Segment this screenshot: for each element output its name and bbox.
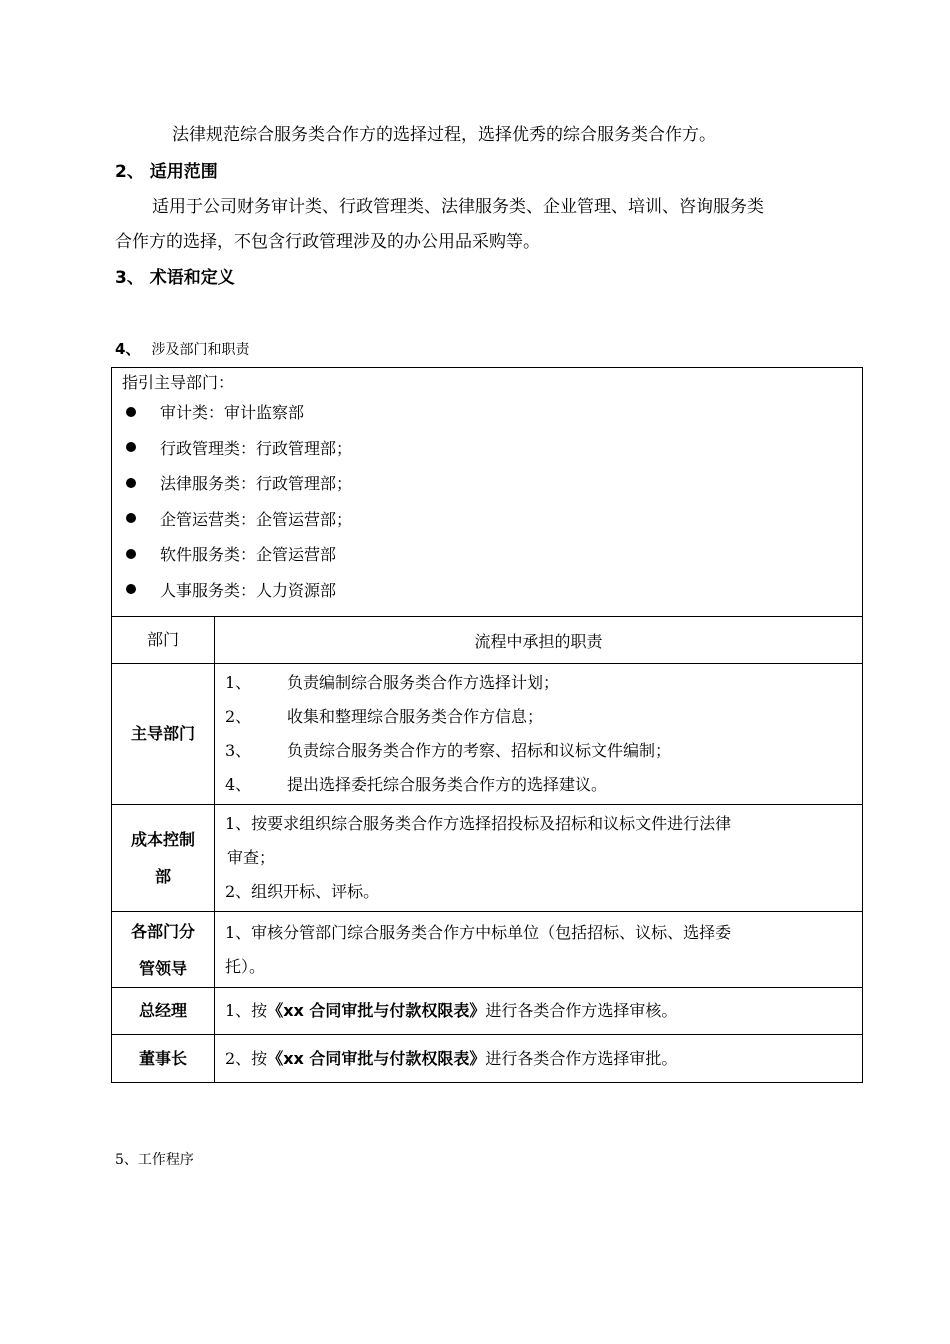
duty-num: 1、	[225, 673, 252, 692]
duty-leaders-line2: 托）。	[225, 956, 266, 976]
dept-cost-line2: 部	[154, 867, 171, 886]
bullet-icon	[126, 442, 136, 452]
dept-leaders-line2: 管领导	[138, 958, 187, 978]
table-row	[112, 664, 863, 805]
col-header-dept: 部门	[112, 617, 215, 664]
guide-item	[122, 572, 852, 608]
duty-cost-line3: 2、组织开标、评标。	[225, 882, 380, 901]
duty-chairman-doc: 《xx 合同审批与付款权限表》	[267, 1048, 486, 1068]
bullet-icon	[126, 513, 136, 523]
table-row	[112, 912, 863, 988]
duty-gm-suffix: 进行各类合作方选择审核。	[485, 1001, 678, 1020]
duty-text: 收集和整理综合服务类合作方信息；	[287, 707, 544, 726]
duty-text: 负责编制综合服务类合作方选择计划；	[287, 673, 560, 692]
duty-leaders-line1: 1、审核分管部门综合服务类合作方中标单位（包括招标、议标、选择委	[225, 922, 732, 942]
duty-chairman	[215, 1035, 863, 1083]
intro-text: 法律规范综合服务类合作方的选择过程，选择优秀的综合服务类合作方。	[172, 125, 716, 145]
guide-item-text: 行政管理类：行政管理部；	[160, 438, 353, 458]
col-header-duty: 流程中承担的职责	[215, 617, 863, 664]
section5-heading: 5、工作程序	[115, 1152, 194, 1168]
duty-leaders	[215, 912, 863, 988]
bullet-icon	[126, 478, 136, 488]
dept-gm: 总经理	[112, 988, 215, 1035]
duty-line	[225, 700, 852, 734]
section3-heading: 3、 术语和定义	[115, 268, 235, 288]
duty-line	[225, 734, 852, 768]
duty-num: 2、	[225, 707, 252, 726]
responsibility-table	[111, 367, 863, 1083]
bullet-icon	[126, 584, 136, 594]
table-header-row	[112, 617, 863, 664]
guide-item	[122, 430, 852, 466]
duty-num: 4、	[225, 775, 252, 794]
duty-chairman-prefix: 2、按	[225, 1048, 268, 1068]
dept-chairman: 董事长	[112, 1035, 215, 1083]
duty-text: 提出选择委托综合服务类合作方的选择建议。	[287, 775, 608, 794]
table-row	[112, 988, 863, 1035]
duty-chairman-suffix: 进行各类合作方选择审批。	[485, 1048, 678, 1068]
dept-lead: 主导部门	[112, 664, 215, 805]
section2-line2: 合作方的选择，不包含行政管理涉及的办公用品采购等。	[115, 232, 540, 252]
guide-item-text: 企管运营类：企管运营部；	[160, 509, 353, 529]
duty-gm	[215, 988, 863, 1035]
guide-item	[122, 394, 852, 430]
dept-cost-line1: 成本控制	[130, 830, 195, 849]
duty-gm-prefix: 1、按	[225, 1001, 268, 1020]
duty-line	[225, 768, 852, 802]
guide-item	[122, 536, 852, 572]
section4-heading-text: 涉及部门和职责	[151, 342, 250, 358]
guide-item	[122, 465, 852, 501]
section2-heading: 2、 适用范围	[115, 162, 218, 182]
guide-item-text: 软件服务类：企管运营部	[160, 545, 337, 565]
duty-num: 3、	[225, 741, 252, 760]
section4-heading	[115, 338, 250, 360]
table-row	[112, 1035, 863, 1083]
duty-gm-doc: 《xx 合同审批与付款权限表》	[267, 1001, 486, 1020]
dept-cost	[112, 805, 215, 912]
bullet-icon	[126, 549, 136, 559]
section2-line1: 适用于公司财务审计类、行政管理类、法律服务类、企业管理、培训、咨询服务类	[152, 197, 764, 217]
duty-text: 负责综合服务类合作方的考察、招标和议标文件编制；	[287, 741, 672, 760]
dept-leaders-line1: 各部门分	[130, 921, 195, 941]
guide-item-text: 法律服务类：行政管理部；	[160, 474, 353, 494]
duty-line	[225, 666, 852, 700]
guide-cell	[112, 368, 863, 617]
guide-item-text: 审计类：审计监察部	[160, 403, 305, 423]
bullet-icon	[126, 407, 136, 417]
duty-cost-line2: 审查；	[227, 848, 276, 867]
section4-heading-num: 4、	[115, 340, 141, 358]
duty-lead	[215, 664, 863, 805]
duty-cost	[215, 805, 863, 912]
table-row	[112, 805, 863, 912]
guide-item	[122, 501, 852, 537]
guide-title: 指引主导部门：	[122, 373, 235, 392]
dept-leaders	[112, 912, 215, 988]
duty-cost-line1: 1、按要求组织综合服务类合作方选择招投标及招标和议标文件进行法律	[225, 814, 732, 833]
guide-item-text: 人事服务类：人力资源部	[160, 580, 337, 600]
